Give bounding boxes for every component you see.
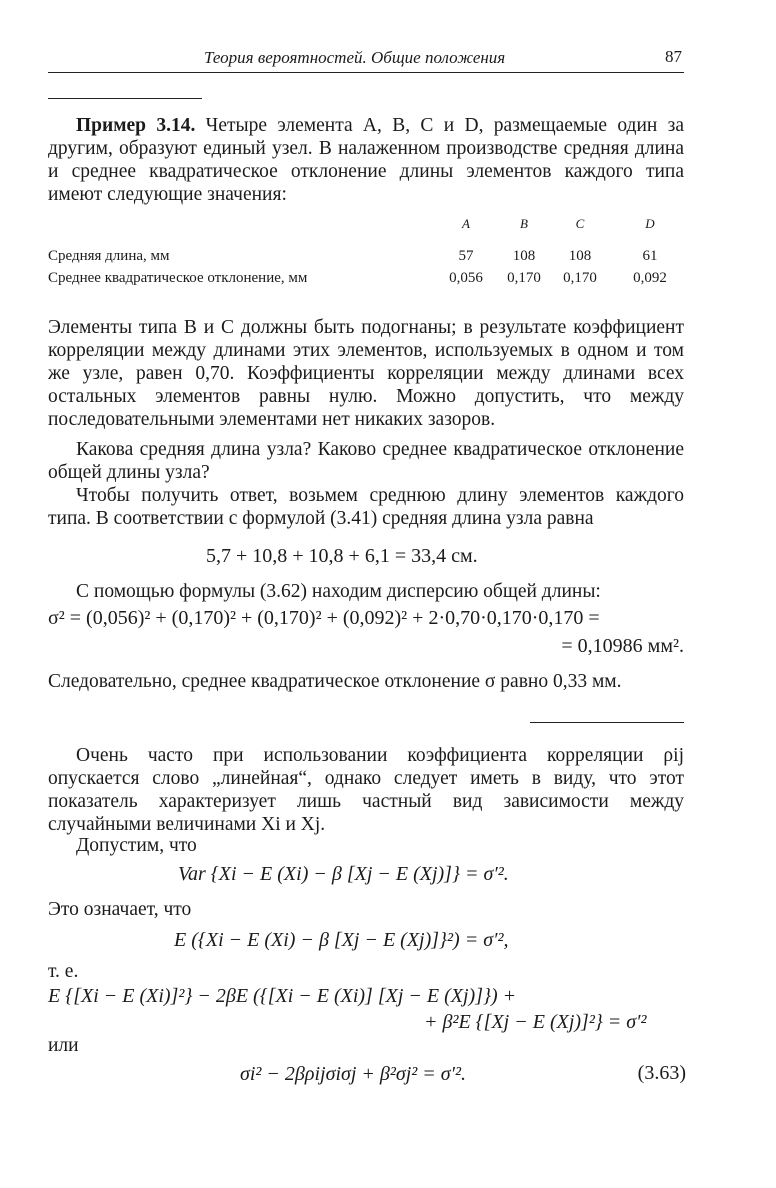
body-paragraph: Очень часто при использовании коэффициента корреляции ρij опускается слово „линейная“, однако следует иметь в виду, что этот показатель характеризует лишь частный вид зависимости между случайными величинами Xi и Xj. <box>48 745 684 835</box>
table-row <box>48 248 688 270</box>
running-header <box>48 46 684 73</box>
table-cell: 0,092 <box>633 270 667 286</box>
body-paragraph: или <box>48 1035 79 1056</box>
table-col-c: C <box>575 216 585 231</box>
body-paragraph: т. е. <box>48 961 79 982</box>
table-col-b: B <box>520 216 528 231</box>
example-intro <box>48 114 684 206</box>
example-label: Пример 3.14. <box>76 115 196 136</box>
table-cell: 0,170 <box>563 270 597 286</box>
example-paragraph: С помощью формулы (3.62) находим дисперсию общей длины: <box>76 581 601 602</box>
equation-number: (3.63) <box>637 1062 686 1084</box>
equation-3-63: σi² − 2βρijσiσj + β²σj² = σ′². <box>240 1063 467 1085</box>
table-cell: 57 <box>458 248 474 264</box>
example-conclusion: Следовательно, среднее квадратическое отклонение σ равно 0,33 мм. <box>48 671 622 692</box>
table-cell: 108 <box>568 248 592 264</box>
example-paragraph: Элементы типа B и C должны быть подогнаны; в результате коэффициент корреляции между длинами этих элементов, используемых в одном и том же узле, равен 0,70. Коэффициенты корреляции между длинами всех остальных элементов равны нулю. Можно допустить, что между последовательными элементами нет никаких зазоров. <box>48 317 684 430</box>
example-start-rule <box>48 98 202 99</box>
equation-expansion-line2: + β²E {[Xj − E (Xj)]²} = σ′² <box>424 1011 647 1033</box>
equation-variance-line2: = 0,10986 мм². <box>561 635 684 657</box>
table-row <box>48 270 688 292</box>
example-intro-text: Четыре элемента A, B, C и D, размещаемые один за другим, образуют единый узел. В налаженном производстве средняя длина и среднее квадратическое отклонение длины элементов каждого типа имеют следующие значения: <box>48 115 684 205</box>
page-number: 87 <box>665 47 682 66</box>
table-cell: 108 <box>512 248 536 264</box>
running-title: Теория вероятностей. Общие положения <box>204 48 506 67</box>
equation-variance-line1: σ² = (0,056)² + (0,170)² + (0,170)² + (0,092)² + 2·0,70·0,170·0,170 = <box>48 607 600 629</box>
table-cell: 0,056 <box>449 270 483 286</box>
example-paragraph: Чтобы получить ответ, возьмем среднюю длину элементов каждого типа. В соответствии с формулой (3.41) средняя длина узла равна <box>48 485 684 529</box>
equation-mean-length: 5,7 + 10,8 + 10,8 + 6,1 = 33,4 см. <box>206 545 478 567</box>
table-row-label: Средняя длина, мм <box>48 248 170 264</box>
example-question: Какова средняя длина узла? Каково среднее квадратическое отклонение общей длины узла? <box>48 439 684 483</box>
equation-expectation: E ({Xi − E (Xi) − β [Xj − E (Xj)]}²) = σ′², <box>174 929 509 951</box>
body-paragraph: Это означает, что <box>48 899 192 920</box>
equation-expansion-line1: E {[Xi − E (Xi)]²} − 2βE ({[Xi − E (Xi)] [Xj − E (Xj)]}) + <box>48 985 517 1007</box>
table-col-d: D <box>645 216 655 231</box>
table-col-a: A <box>462 216 470 231</box>
example-end-rule <box>530 722 684 723</box>
table-cell: 61 <box>642 248 658 264</box>
table-cell: 0,170 <box>507 270 541 286</box>
table-row-label: Среднее квадратическое отклонение, мм <box>48 270 308 286</box>
equation-var-condition: Var {Xi − E (Xi) − β [Xj − E (Xj)]} = σ′². <box>178 863 509 885</box>
body-paragraph: Допустим, что <box>76 835 197 856</box>
table-header-row <box>48 216 688 238</box>
